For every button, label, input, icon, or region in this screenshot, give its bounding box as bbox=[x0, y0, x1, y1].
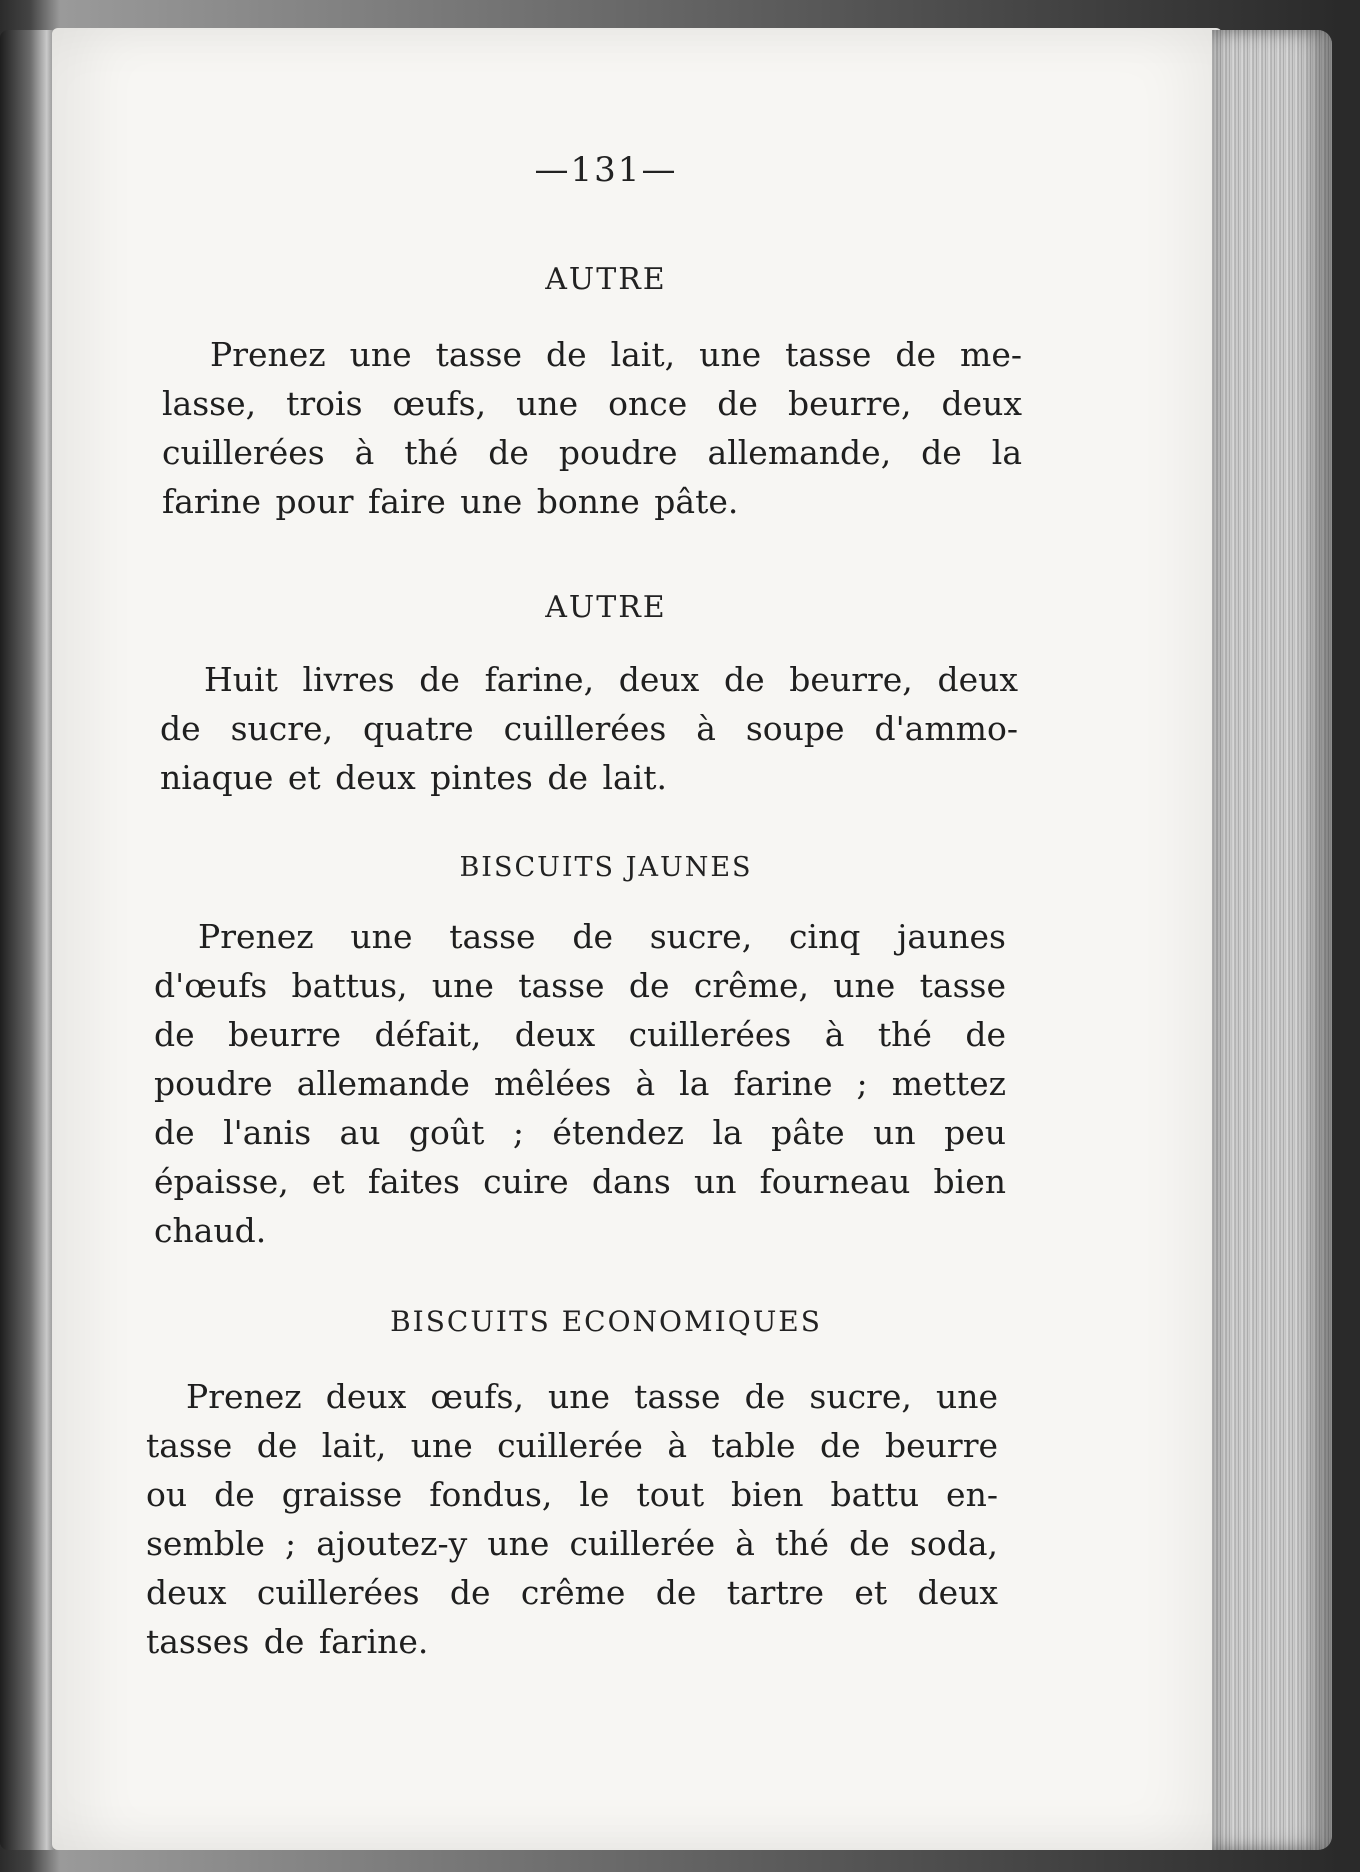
paragraph-line: niaque et deux pintes de lait. bbox=[160, 758, 667, 797]
left-page-edge bbox=[0, 30, 55, 1850]
paragraph-line: Prenez une tasse de sucre, cinq jaunes bbox=[198, 917, 1006, 956]
paragraph-line: lasse, trois œufs, une once de beurre, deux bbox=[162, 384, 1022, 423]
section-paragraph-biscuits-jaunes bbox=[154, 912, 1006, 1255]
page-stack-edge bbox=[1212, 30, 1332, 1850]
paragraph-line: Huit livres de farine, deux de beurre, deux bbox=[204, 660, 1018, 699]
paragraph-line: semble ; ajoutez-y une cuillerée à thé de soda, bbox=[146, 1524, 998, 1563]
paragraph-line: de l'anis au goût ; étendez la pâte un peu bbox=[154, 1113, 1006, 1152]
paragraph-line: de sucre, quatre cuillerées à soupe d'ammo- bbox=[160, 709, 1018, 748]
paragraph-line: de beurre défait, deux cuillerées à thé de bbox=[154, 1015, 1006, 1054]
paragraph-line: poudre allemande mêlées à la farine ; mettez bbox=[154, 1064, 1006, 1103]
section-heading-autre-2: AUTRE bbox=[545, 590, 667, 625]
paragraph-line: épaisse, et faites cuire dans un fourneau bien bbox=[154, 1162, 1006, 1201]
paragraph-line: chaud. bbox=[154, 1211, 267, 1250]
section-paragraph-autre-2 bbox=[160, 655, 1018, 802]
paragraph-line: cuillerées à thé de poudre allemande, de la bbox=[162, 433, 1022, 472]
paragraph-line: tasses de farine. bbox=[146, 1622, 429, 1661]
paragraph-line: deux cuillerées de crême de tartre et deux bbox=[146, 1573, 998, 1612]
paragraph-line: farine pour faire une bonne pâte. bbox=[162, 482, 739, 521]
page-number: —131— bbox=[534, 150, 678, 190]
section-paragraph-autre-1 bbox=[162, 330, 1022, 526]
paragraph-line: d'œufs battus, une tasse de crême, une tasse bbox=[154, 966, 1006, 1005]
section-heading-autre-1: AUTRE bbox=[545, 262, 667, 297]
section-heading-biscuits-economiques: BISCUITS ECONOMIQUES bbox=[390, 1305, 822, 1338]
section-paragraph-biscuits-economiques bbox=[146, 1372, 998, 1666]
section-heading-biscuits-jaunes: BISCUITS JAUNES bbox=[459, 852, 753, 883]
paragraph-line: tasse de lait, une cuillerée à table de beurre bbox=[146, 1426, 998, 1465]
paragraph-line: ou de graisse fondus, le tout bien battu en- bbox=[146, 1475, 998, 1514]
paragraph-line: Prenez deux œufs, une tasse de sucre, une bbox=[186, 1377, 998, 1416]
paragraph-line: Prenez une tasse de lait, une tasse de me- bbox=[210, 335, 1022, 374]
